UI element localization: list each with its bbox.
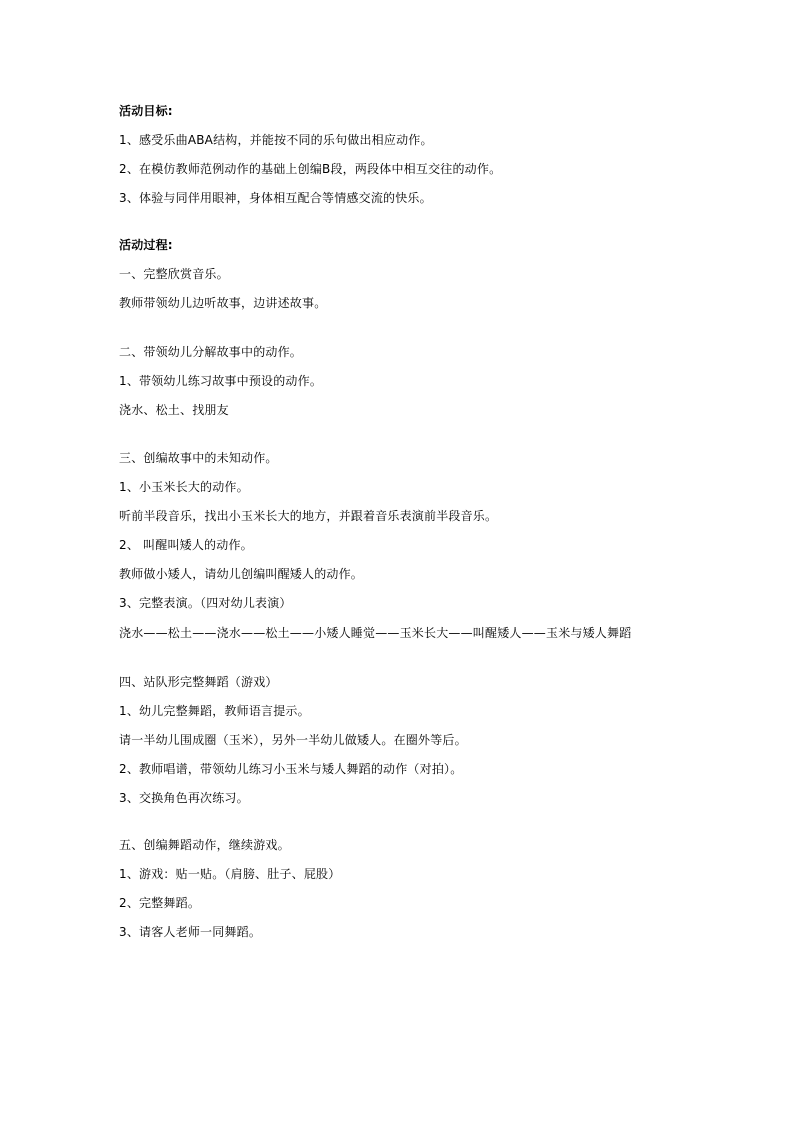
section-title: 四、站队形完整舞蹈（游戏）	[119, 675, 278, 689]
paragraph-line: 2、 叫醒叫矮人的动作。	[119, 538, 253, 552]
paragraph-line: 3、交换角色再次练习。	[119, 791, 249, 805]
paragraph-line: 2、完整舞蹈。	[119, 896, 201, 910]
paragraph-line: 浇水——松土——浇水——松土——小矮人睡觉——玉米长大——叫醒矮人——玉米与矮人舞蹈	[119, 626, 632, 640]
goal-item: 2、在模仿教师范例动作的基础上创编B段，两段体中相互交往的动作。	[119, 162, 502, 176]
paragraph-line: 3、完整表演。（四对幼儿表演）	[119, 596, 292, 610]
paragraph-line: 请一半幼儿围成圈（玉米），另外一半幼儿做矮人。在圈外等后。	[119, 733, 467, 747]
process-heading: 活动过程:	[119, 238, 173, 252]
paragraph-line: 听前半段音乐，找出小玉米长大的地方，并跟着音乐表演前半段音乐。	[119, 509, 498, 523]
section-title: 一、完整欣赏音乐。	[119, 267, 229, 281]
paragraph-line: 教师带领幼儿边听故事，边讲述故事。	[119, 296, 327, 310]
paragraph-line: 浇水、松土、找朋友	[119, 403, 229, 417]
goal-item: 1、感受乐曲ABA结构，并能按不同的乐句做出相应动作。	[119, 133, 433, 147]
paragraph-line: 3、请客人老师一同舞蹈。	[119, 925, 262, 939]
section-title: 三、创编故事中的未知动作。	[119, 451, 278, 465]
paragraph-line: 1、游戏：贴一贴。（肩膀、肚子、屁股）	[119, 867, 341, 881]
paragraph-line: 教师做小矮人，请幼儿创编叫醒矮人的动作。	[119, 567, 364, 581]
goal-item: 3、体验与同伴用眼神，身体相互配合等情感交流的快乐。	[119, 191, 432, 205]
paragraph-line: 1、幼儿完整舞蹈，教师语言提示。	[119, 704, 310, 718]
paragraph-line: 1、带领幼儿练习故事中预设的动作。	[119, 374, 323, 388]
paragraph-line: 2、教师唱谱，带领幼儿练习小玉米与矮人舞蹈的动作（对拍）。	[119, 762, 463, 776]
goals-heading: 活动目标:	[119, 104, 173, 118]
section-title: 五、创编舞蹈动作，继续游戏。	[119, 838, 290, 852]
section-title: 二、带领幼儿分解故事中的动作。	[119, 345, 303, 359]
paragraph-line: 1、小玉米长大的动作。	[119, 480, 249, 494]
